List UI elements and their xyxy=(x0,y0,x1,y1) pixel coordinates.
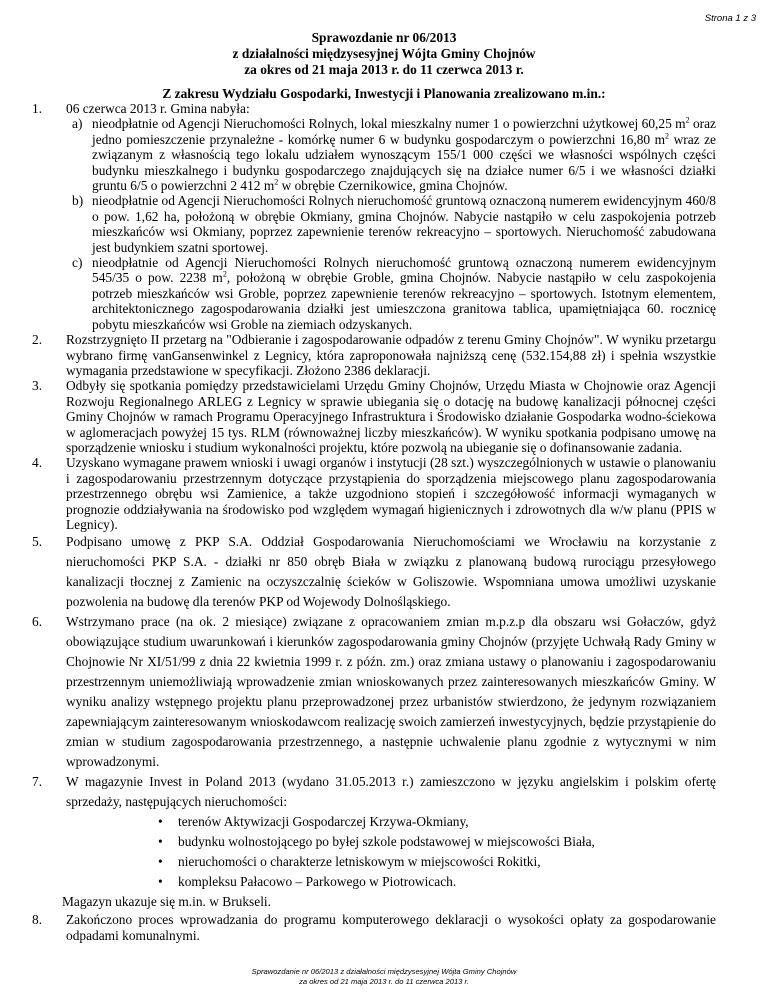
list-item-6 xyxy=(32,612,716,772)
list-item-2 xyxy=(32,332,716,378)
subitem-letter: b) xyxy=(72,193,84,209)
list-item-7 xyxy=(32,772,716,812)
list-item-5 xyxy=(32,532,716,612)
subitem-text: nieodpłatnie od Agencji Nieruchomości Rolnych nieruchomość gruntową oznaczoną numerem ewidencyjnym 460/8 o pow. 1,62 ha, położoną w obrębie Okmiany, gmina Chojnów. Nabycie nastąpiło w celu zaspokojenia potrzeb mieszkańców wsi Okmiany, poprzez zapewnienie terenów rekreacyjno – sportowych. Nieruchomość zabudowana jest budynkiem szatni sportowej. xyxy=(92,193,716,255)
list-item-1 xyxy=(32,101,716,116)
item-text: Odbyły się spotkania pomiędzy przedstawicielami Urzędu Gminy Chojnów, Urzędu Miasta w Chojnowie oraz Agencji Rozwoju Regionalnego ARLEG z Legnicy w sprawie ubiegania się o dotację na budowę kanalizacji północnej części Gminy Chojnów w ramach Programu Operacyjnego Infrastruktura i Środowisko działanie Gospodarka wodno-ściekowa w aglomeracjach powyżej 15 tys. RLM (równoważnej liczby mieszkańców). W wyniku spotkania podpisano umowę na sporządzenie wniosku i studium wykonalności projektu, które pozwolą na ubieganie się o dofinansowanie zadania. xyxy=(66,378,716,455)
superscript: 2 xyxy=(665,131,670,141)
list-item-8 xyxy=(32,912,716,943)
bullet-item xyxy=(32,852,716,872)
item-number: 3. xyxy=(32,378,43,394)
subitem-c xyxy=(32,255,716,332)
report-title xyxy=(0,30,768,78)
title-line-2: z działalności międzysesyjnej Wójta Gminy Chojnów xyxy=(232,46,536,61)
list-item-3 xyxy=(32,378,716,455)
subitem-a xyxy=(32,116,716,193)
item-text: Zakończono proces wprowadzania do programu komputerowego deklaracji o wysokości opłaty za gospodarowanie odpadami komunalnymi. xyxy=(66,912,716,943)
report-body xyxy=(32,101,716,943)
bullet-icon: • xyxy=(158,854,163,870)
bullet-icon: • xyxy=(158,814,163,830)
subitem-b xyxy=(32,193,716,255)
bullet-item xyxy=(32,832,716,852)
item-text: Uzyskano wymagane prawem wnioski i uwagi organów i instytucji (28 szt.) wyszczególnionych w ustawie o planowaniu i zagospodarowaniu przestrzennym dotyczące przystąpienia do sporządzenia miejscowego planu zagospodarowania przestrzennego obrębu wsi Zamienice, a także uzgodniono stopień i szczegółowość informacji wymaganych w prognozie oddziaływania na środowisko pod względem wymagań higienicznych i zdrowotnych dla w/w planu (PPIS w Legnicy). xyxy=(66,455,716,532)
page-footer xyxy=(0,967,768,987)
subitem-text: , położoną w obrębie Groble, gmina Chojnów. Nabycie nastąpiło w celu zaspokojenia potrzeb mieszkańców wsi Groble, poprzez zapewnienie terenów rekreacyjno – sportowych. Istotnym elementem, architektonicznego zagospodarowania działki jest umieszczona granitowa tablica, upamiętniająca 60. rocznicę pobytu mieszkańców wsi Groble na ziemiach odzyskanych. xyxy=(92,270,716,332)
subitem-text: wraz ze związanym z własnością tego lokalu udziałem wynoszącym 155/1 000 części we własności wspólnych części budynku mieszkalnego i budynku gospodarczego znajdujących się na działce numer 6/5 i we własności działki gruntu 6/5 o powierzchni 2 412 m xyxy=(92,131,716,194)
item-number: 4. xyxy=(32,455,43,471)
footer-line-2: za okres od 21 maja 2013 r. do 11 czerwca 2013 r. xyxy=(299,977,469,986)
bullet-text: nieruchomości o charakterze letniskowym w miejscowości Rokitki, xyxy=(178,854,541,870)
subitem-letter: a) xyxy=(72,116,83,132)
item-number: 5. xyxy=(32,534,43,550)
magazine-note: Magazyn ukazuje się m.in. w Brukseli. xyxy=(62,894,271,910)
subitem-text: nieodpłatnie od Agencji Nieruchomości Rolnych nieruchomość gruntową oznaczoną numerem ewidencyjnym 545/35 o pow. 2238 m xyxy=(92,255,716,286)
bullet-text: kompleksu Pałacowo – Parkowego w Piotrowicach. xyxy=(178,874,457,890)
bullet-icon: • xyxy=(158,834,163,850)
superscript: 2 xyxy=(685,115,690,125)
bullet-text: budynku wolnostojącego po byłej szkole podstawowej w miejscowości Biała, xyxy=(178,834,595,850)
item-text: Rozstrzygnięto II przetarg na "Odbieranie i zagospodarowanie odpadów z terenu Gminy Chojnów". W wyniku przetargu wybrano firmę vanGansenwinkel z Legnicy, która zaproponowała najniższą cenę (532.154,88 zł) i spełnia wszystkie wymagania przedstawione w specyfikacji. Złożono 2386 deklaracji. xyxy=(66,332,716,378)
bullet-item xyxy=(32,812,716,832)
section-heading: Z zakresu Wydziału Gospodarki, Inwestycji i Planowania zrealizowano m.in.: xyxy=(162,86,606,101)
subitem-letter: c) xyxy=(72,255,83,271)
title-line-1: Sprawozdanie nr 06/2013 xyxy=(311,30,457,45)
item-number: 1. xyxy=(32,101,43,116)
subitem-text: oraz jedno pomieszczenie przynależne - komórkę numer 6 w budynku gospodarczym o powierzchni 16,80 m xyxy=(92,116,716,147)
list-item-4 xyxy=(32,455,716,532)
item-number: 2. xyxy=(32,332,43,348)
subitem-text: nieodpłatnie od Agencji Nieruchomości Rolnych, lokal mieszkalny numer 1 o powierzchni użytkowej 60,25 m xyxy=(92,116,686,132)
item-text: 06 czerwca 2013 r. Gmina nabyła: xyxy=(66,101,250,116)
superscript: 2 xyxy=(222,270,227,279)
item-text: W magazynie Invest in Poland 2013 (wydano 31.05.2013 r.) zamieszczono w języku angielskim i polskim ofertę sprzedaży, następujących nieruchomości: xyxy=(66,774,716,810)
footer-line-1: Sprawozdanie nr 06/2013 z działalności międzysesyjnej Wójta Gminy Chojnów xyxy=(251,967,517,976)
subitem-text: w obrębie Czernikowice, gmina Chojnów. xyxy=(278,178,508,194)
item-number: 6. xyxy=(32,614,43,630)
superscript: 2 xyxy=(274,177,279,187)
bullet-icon: • xyxy=(158,874,163,890)
item-text: Wstrzymano prace (na ok. 2 miesiące) związane z opracowaniem zmian m.p.z.p dla obszaru wsi Gołaczów, gdyż obowiązujące studium uwarunkowań i kierunków zagospodarowania gminy Chojnów (przyjęte Uchwałą Rady Gminy w Chojnowie Nr XI/51/99 z dnia 22 kwietnia 1999 r. z późn. zm.) oraz zmiana ustawy o planowaniu i zagospodarowaniu przestrzennym uniemożliwiają wprowadzenie zmian wnioskowanych przez zainteresowanych mieszkańców Gminy. W wyniku analizy wstępnego projektu planu przeprowadzonej przez urbanistów stwierdzono, że jedynym rozwiązaniem zapewniającym zainteresowanym wnioskodawcom realizację swoich zamierzeń inwestycyjnych, będzie przystąpienie do zmian w studium zagospodarowania przestrzennego, a następnie uchwalenie planu zgodnie z wytycznymi w nim wprowadzonymi. xyxy=(66,614,716,770)
page-number: Strona 1 z 3 xyxy=(704,13,756,24)
bullet-text: terenów Aktywizacji Gospodarczej Krzywa-Okmiany, xyxy=(178,814,469,830)
bullet-item xyxy=(32,872,716,892)
item-number: 8. xyxy=(32,912,43,928)
item-number: 7. xyxy=(32,774,43,790)
item-text: Podpisano umowę z PKP S.A. Oddział Gospodarowania Nieruchomościami we Wrocławiu na korzystanie z nieruchomości PKP S.A. - działki nr 850 obręb Biała w związku z planowaną budową rurociągu przesyłowego kanalizacji tłocznej z Zamienic na oczyszczalnię ścieków w Goliszowie. Wspomniana umowa umożliwi uzyskanie pozwolenia na budowę dla terenów PKP od Wojewody Dolnośląskiego. xyxy=(66,534,716,610)
title-line-3: za okres od 21 maja 2013 r. do 11 czerwca 2013 r. xyxy=(244,62,524,77)
